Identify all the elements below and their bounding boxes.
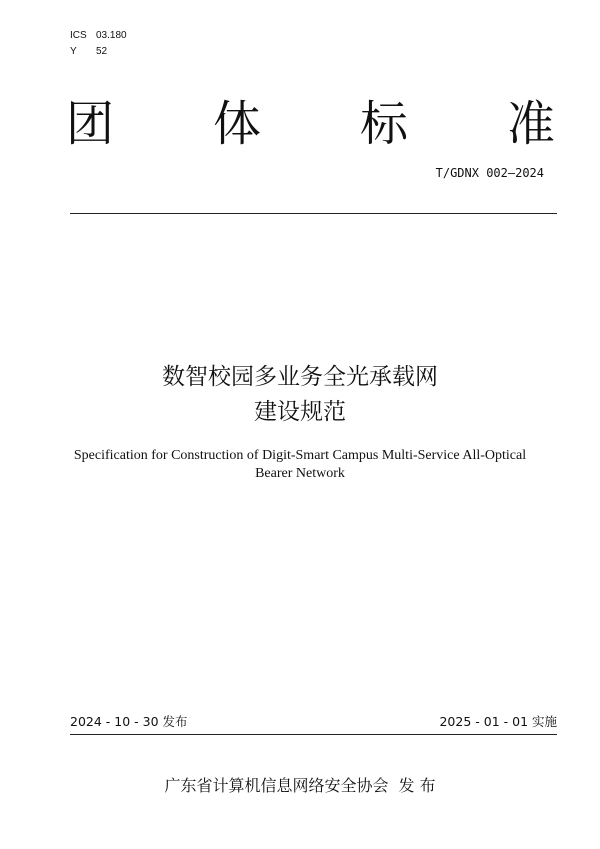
publisher-name: 广东省计算机信息网络安全协会 <box>164 776 389 795</box>
ics-label: ICS <box>70 30 87 41</box>
issue-date: 2024 - 10 - 30 发布 <box>70 714 188 729</box>
header-char-2: 体 <box>213 96 262 152</box>
ics-value: 03.180 <box>96 30 127 41</box>
ics-classification <box>70 30 127 42</box>
header-divider <box>70 213 557 214</box>
effective-date: 2025 - 01 - 01 实施 <box>439 714 557 729</box>
title-cn-line1: 数智校园多业务全光承载网 <box>162 364 438 390</box>
header-char-4: 准 <box>507 96 556 152</box>
publisher-action: 发 布 <box>398 776 436 795</box>
footer-divider <box>70 734 557 735</box>
ccs-classification <box>70 46 107 58</box>
ccs-label: Y <box>70 46 77 57</box>
title-cn-line2: 建设规范 <box>254 399 346 425</box>
ccs-value: 52 <box>96 46 108 57</box>
publisher <box>0 775 600 797</box>
header-char-3: 标 <box>360 96 409 152</box>
title-en-line2: Bearer Network <box>255 466 345 481</box>
title-en <box>60 447 540 483</box>
title-en-line1: Specification for Construction of Digit-Smart Campus Multi-Service All-Optical <box>73 448 527 463</box>
header-char-1: 团 <box>66 96 115 152</box>
standard-number: T/GDNX 002—2024 <box>435 166 544 180</box>
